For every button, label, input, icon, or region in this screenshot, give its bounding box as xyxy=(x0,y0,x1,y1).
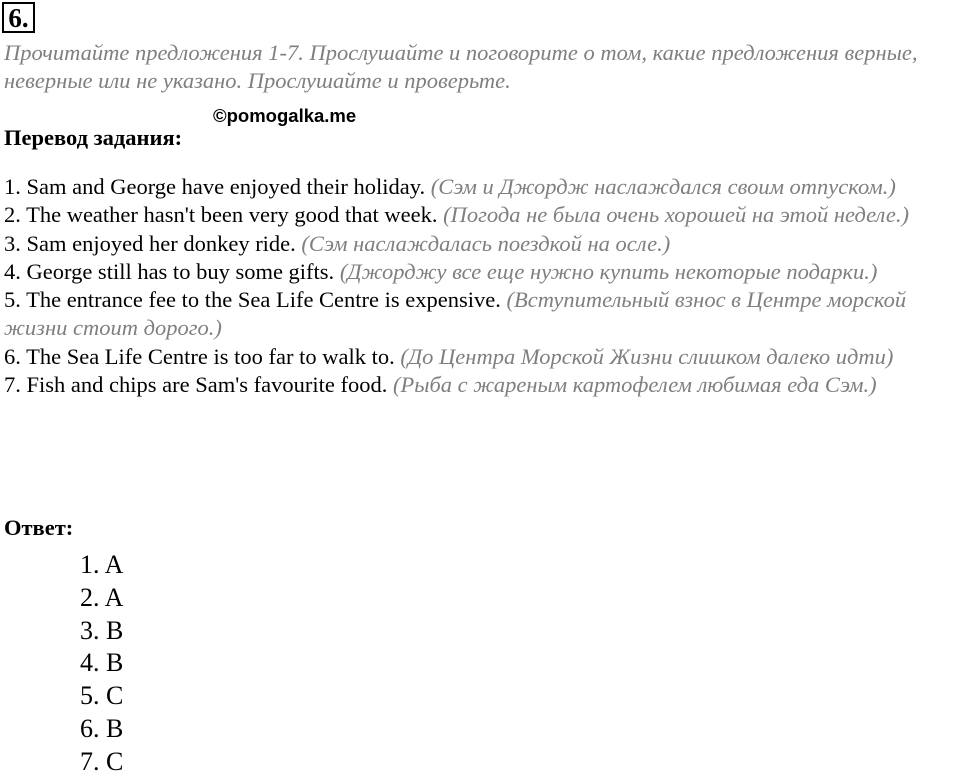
sentence-item xyxy=(4,371,958,399)
sentence-translation: (До Центра Морской Жизни слишком далеко идти) xyxy=(400,343,894,369)
answer-list xyxy=(80,549,123,779)
sentence-translation: (Сэм наслаждалась поездкой на осле.) xyxy=(301,230,671,256)
answer-item xyxy=(80,582,123,615)
sentence-english: 5. The entrance fee to the Sea Life Centre is expensive. xyxy=(4,287,501,313)
sentence-translation: (Погода не была очень хорошей на этой неделе.) xyxy=(443,202,910,228)
answer-number: 5. xyxy=(80,681,100,711)
task-instruction: Прочитайте предложения 1-7. Прослушайте и поговорите о том, какие предложения верные, неверные или не указано. Прослушайте и проверьте. xyxy=(4,40,918,93)
sentence-english: 4. George still has to buy some gifts. xyxy=(4,258,335,284)
answer-value: C xyxy=(106,746,124,776)
answer-item xyxy=(80,713,123,746)
answer-item xyxy=(80,746,123,779)
answer-number: 6. xyxy=(80,713,100,743)
answer-value: C xyxy=(106,681,124,711)
sentence-list xyxy=(4,173,958,399)
sentence-translation: (Вступительный взнос в Центре морской жизни стоит дорого.) xyxy=(4,287,907,341)
sentence-item xyxy=(4,173,958,201)
answer-value: B xyxy=(106,648,124,678)
sentence-english: 7. Fish and chips are Sam's favourite food. xyxy=(4,372,388,398)
answer-number: 3. xyxy=(80,615,100,645)
answer-value: B xyxy=(106,713,124,743)
answer-number: 2. xyxy=(80,582,100,612)
sentence-translation: (Джорджу все еще нужно купить некоторые подарки.) xyxy=(339,258,878,284)
sentence-english: 6. The Sea Life Centre is too far to walk to. xyxy=(4,343,395,369)
watermark: ©pomogalka.me xyxy=(213,105,357,126)
answer-value: A xyxy=(104,550,124,579)
translation-heading: Перевод задания: xyxy=(4,125,183,150)
sentence-item xyxy=(4,286,958,343)
task-number-badge: 6. xyxy=(2,2,35,33)
answer-value: B xyxy=(106,615,124,645)
sentence-english: 2. The weather hasn't been very good that week. xyxy=(4,202,438,228)
answer-heading: Ответ: xyxy=(4,515,74,540)
answer-value: A xyxy=(104,582,124,612)
sentence-translation: (Рыба с жареным картофелем любимая еда Сэм.) xyxy=(392,372,877,398)
sentence-english: 1. Sam and George have enjoyed their holiday. xyxy=(4,174,426,199)
answer-item xyxy=(80,549,123,582)
sentence-item xyxy=(4,343,958,371)
answer-item xyxy=(80,615,123,648)
answer-number: 4. xyxy=(80,648,100,678)
sentence-english: 3. Sam enjoyed her donkey ride. xyxy=(4,230,296,256)
sentence-item xyxy=(4,258,958,286)
sentence-item xyxy=(4,201,958,229)
answer-number: 7. xyxy=(80,746,100,776)
answer-item xyxy=(80,647,123,680)
sentence-item xyxy=(4,230,958,258)
answer-item xyxy=(80,680,123,713)
sentence-translation: (Сэм и Джордж наслаждался своим отпуском.) xyxy=(430,174,896,199)
answer-number: 1. xyxy=(80,550,100,579)
